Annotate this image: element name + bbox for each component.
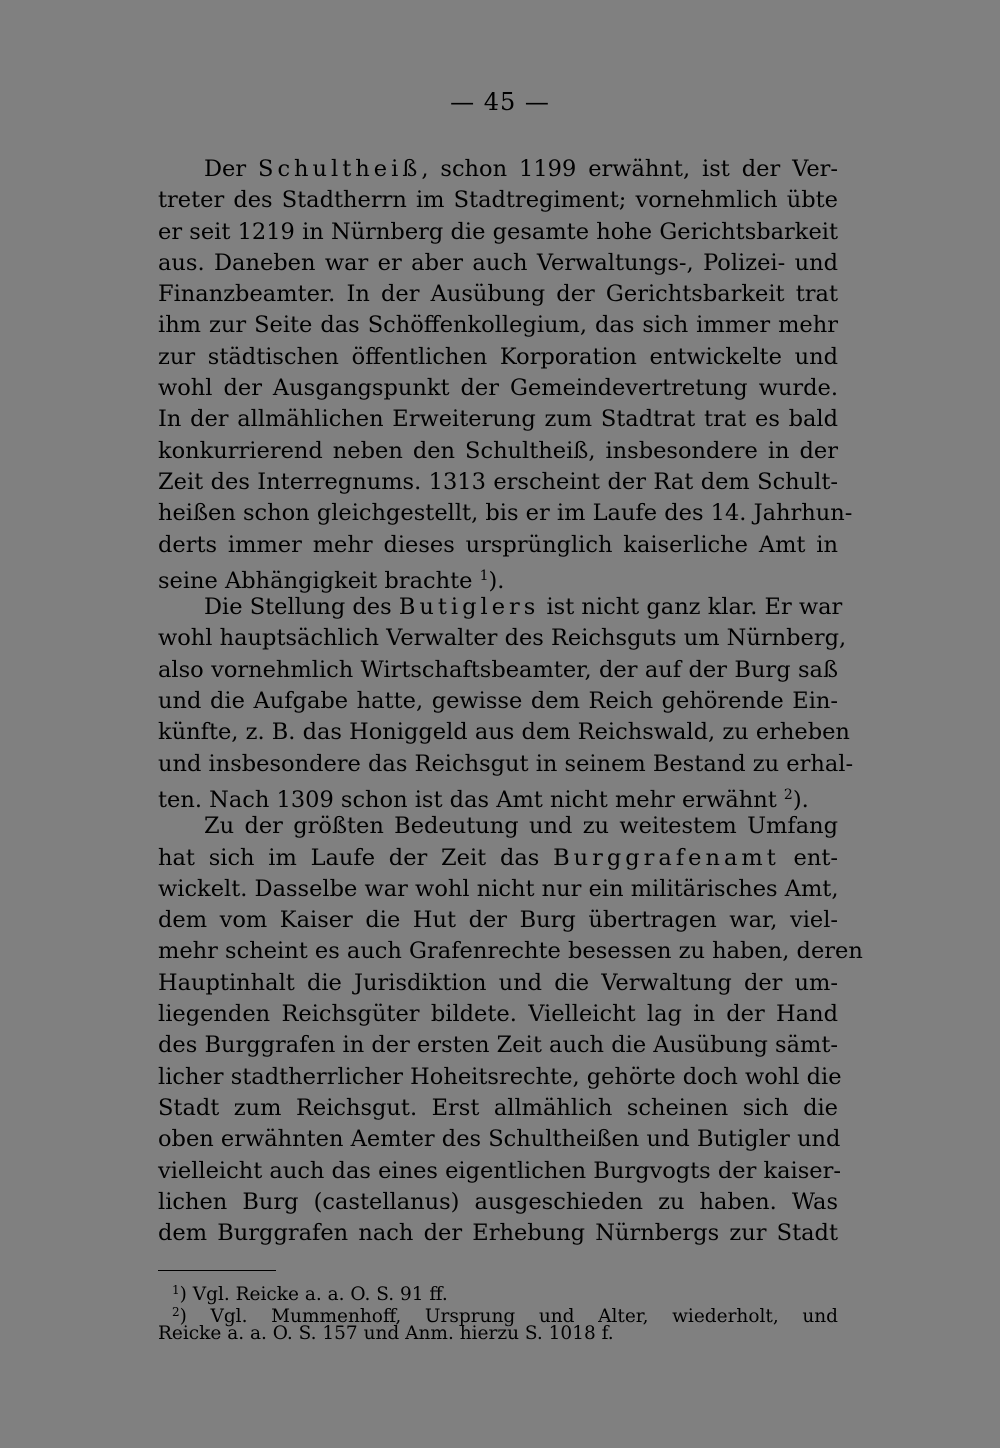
text-line: vielleicht auch das eines eigentlichen Burgvogts der kaiser- (158, 1157, 841, 1184)
footnote-ref: 1 (479, 567, 489, 584)
text-line: und die Aufgabe hatte, gewisse dem Reich gehörende Ein- (158, 688, 838, 715)
spaced-term: Schultheiß (258, 156, 422, 182)
footnotes (158, 1280, 838, 1345)
footnote-mark: 1 (172, 1283, 180, 1297)
text-line: Zu der größten Bedeutung und zu weitestem Umfang (204, 813, 838, 840)
text-line: und insbesondere das Reichsgut in seinem Bestand zu erhal- (158, 750, 854, 777)
text-line: liegenden Reichsgüter bildete. Vielleicht lag in der Hand (158, 1001, 838, 1028)
text-line: dem Burggrafen nach der Erhebung Nürnbergs zur Stadt (158, 1220, 838, 1247)
text-line: derts immer mehr dieses ursprünglich kaiserliche Amt in (158, 531, 838, 558)
footnote-2-continuation: Reicke a. a. O. S. 157 und Anm. hierzu S. 1018 f. (158, 1323, 614, 1344)
text-line: wohl der Ausgangspunkt der Gemeindevertretung wurde. (158, 375, 838, 402)
text-line: hat sich im Laufe der Zeit das Burggrafenamt ent- (158, 844, 838, 871)
text-line: Stadt zum Reichsgut. Erst allmählich scheinen sich die (158, 1094, 838, 1121)
page-number: — 45 — (450, 88, 550, 116)
footnote-ref: 2 (783, 786, 793, 803)
text-line: dem vom Kaiser die Hut der Burg übertragen war, viel- (158, 907, 838, 934)
spaced-term: Burggrafenamt (553, 844, 780, 871)
footnote-mark: 2 (172, 1304, 180, 1319)
footnote-1: $^1$) Vgl. Reicke a. a. O. S. 91 ff. (172, 1283, 448, 1305)
text-line: mehr scheint es auch Grafenrechte besessen zu haben, deren (158, 938, 863, 965)
text-line: Hauptinhalt die Jurisdiktion und die Verwaltung der um- (158, 969, 838, 996)
text-line: heißen schon gleichgestellt, bis er im Laufe des 14. Jahrhun- (158, 500, 853, 527)
text-line: seine Abhängigkeit brachte $^1$). (158, 567, 505, 594)
text-line: wohl hauptsächlich Verwalter des Reichsguts um Nürnberg, (158, 625, 847, 652)
text-line: Finanzbeamter. In der Ausübung der Gerichtsbarkeit trat (158, 281, 838, 308)
text-line: treter des Stadtherrn im Stadtregiment; vornehmlich übte (158, 187, 838, 214)
text-line: lichen Burg (castellanus) ausgeschieden zu haben. Was (158, 1188, 838, 1215)
footnote-rule (158, 1270, 276, 1271)
text-line: ihm zur Seite das Schöffenkollegium, das sich immer mehr (158, 312, 838, 339)
text-line: konkurrierend neben den Schultheiß, insbesondere in der (158, 437, 838, 464)
paragraph-1 (158, 154, 853, 594)
paragraph-2 (158, 592, 854, 813)
text-line: In der allmählichen Erweiterung zum Stadtrat trat es bald (158, 406, 838, 433)
text-line: aus. Daneben war er aber auch Verwaltungs-, Polizei- und (158, 249, 838, 276)
text-line: licher stadtherrlicher Hoheitsrechte, gehörte doch wohl die (158, 1063, 842, 1090)
text-line: Der Schultheiß, schon 1199 erwähnt, ist der Ver- (204, 156, 838, 182)
body-text (158, 154, 863, 1249)
text-line: zur städtischen öffentlichen Korporation entwickelte und (158, 343, 838, 370)
footnote-2: $^2$) Vgl. Mummenhoff, Ursprung und Alter, wiederholt, und (172, 1304, 838, 1327)
text-line: des Burggrafen in der ersten Zeit auch die Ausübung sämt- (158, 1032, 838, 1059)
text-line: oben erwähnten Aemter des Schultheißen und Butigler und (158, 1126, 841, 1153)
text-line: er seit 1219 in Nürnberg die gesamte hohe Gerichtsbarkeit (158, 218, 838, 245)
paragraph-3 (158, 811, 863, 1249)
text-line: künfte, z. B. das Honiggeld aus dem Reichswald, zu erheben (158, 719, 850, 746)
text-line: ten. Nach 1309 schon ist das Amt nicht mehr erwähnt $^2$). (158, 786, 809, 813)
text-line: wickelt. Dasselbe war wohl nicht nur ein militärisches Amt, (158, 875, 839, 902)
text-line: Die Stellung des Butiglers ist nicht ganz klar. Er war (204, 594, 843, 621)
text-line: also vornehmlich Wirtschaftsbeamter, der auf der Burg saß (158, 656, 838, 683)
spaced-term: Butiglers (398, 594, 540, 621)
text-line: Zeit des Interregnums. 1313 erscheint der Rat dem Schult- (158, 468, 838, 495)
